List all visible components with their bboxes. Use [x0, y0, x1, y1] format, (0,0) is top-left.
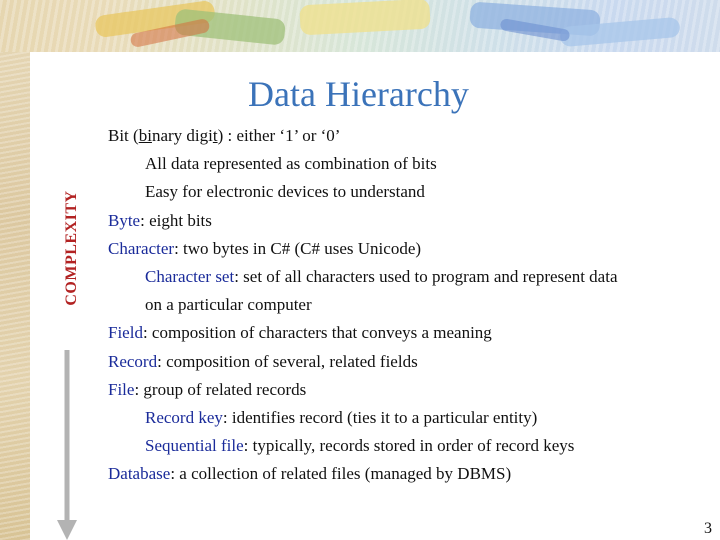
decorative-top-band [0, 0, 720, 52]
list-item-field: Field: composition of characters that conveys a meaning [108, 323, 492, 343]
list-subitem-character-set: Character set: set of all characters used to program and represent data [145, 267, 618, 287]
hierarchy-list [108, 122, 718, 489]
complexity-axis-label: COMPLEXITY [63, 190, 80, 306]
term: Record [108, 351, 158, 371]
term: Record key [145, 408, 223, 428]
term: Character [108, 238, 175, 258]
list-item-bit: Bit (binary digit) : either ‘1’ or ‘0’ [108, 126, 341, 145]
list-subitem: All data represented as combination of bits [145, 154, 437, 174]
list-item-character: Character: two bytes in C# (C# uses Unicode) [108, 238, 422, 258]
term: Database [108, 464, 171, 484]
list-subitem: on a particular computer [145, 295, 312, 315]
decorative-left-band [0, 0, 30, 540]
list-item-byte: Byte: eight bits [108, 210, 212, 230]
down-arrow-icon [55, 350, 79, 540]
term: Sequential file [145, 436, 244, 456]
page-number: 3 [704, 520, 712, 537]
list-subitem: Easy for electronic devices to understand [145, 182, 425, 202]
crayon-stroke [299, 0, 430, 35]
term: Byte [108, 210, 141, 230]
list-subitem-sequential-file: Sequential file: typically, records stored in order of record keys [145, 436, 575, 456]
list-subitem-record-key: Record key: identifies record (ties it to a particular entity) [145, 408, 538, 428]
list-item-database: Database: a collection of related files (managed by DBMS) [108, 464, 512, 484]
term: Character set [145, 267, 235, 287]
list-item-file: File: group of related records [108, 379, 307, 399]
list-item-record: Record: composition of several, related fields [108, 351, 418, 371]
slide-title: Data Hierarchy [248, 74, 469, 114]
term: Field [108, 323, 143, 343]
term: File [108, 379, 135, 399]
